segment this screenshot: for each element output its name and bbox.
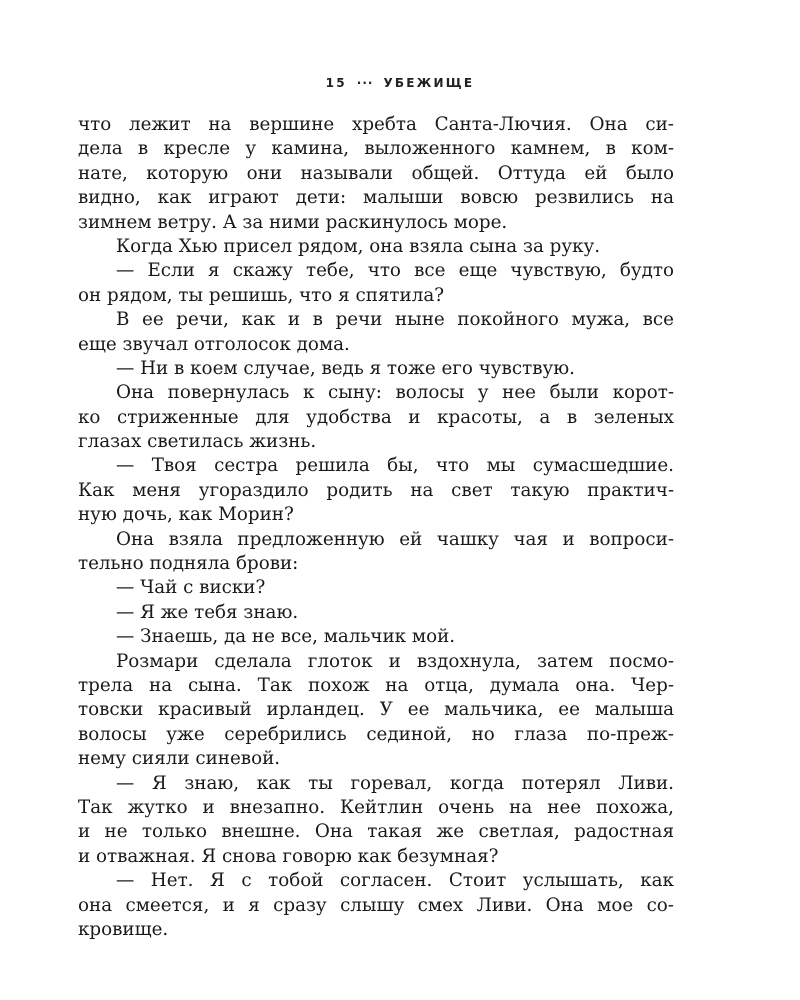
- text-line: что лежит на вершине хребта Санта-Лючия. Она си-: [78, 114, 674, 135]
- text-line: — Я же тебя знаю.: [116, 601, 299, 623]
- text-line: нему сияли синевой.: [78, 748, 281, 770]
- running-header: [0, 76, 800, 90]
- text-line: нате, которую они называли общей. Оттуда ей было: [78, 162, 674, 184]
- text-line: — Ни в коем случае, ведь я тоже его чувствую.: [116, 357, 575, 379]
- body-text: [78, 113, 674, 942]
- chapter-title: УБЕЖИЩЕ: [383, 76, 475, 90]
- text-line: Так жутко и внезапно. Кейтлин очень на нее похожа,: [78, 796, 674, 818]
- text-line: ную дочь, как Морин?: [78, 504, 294, 526]
- text-line: трела на сына. Так похож на отца, думала она. Чер-: [78, 674, 674, 696]
- page-number: 15: [325, 76, 347, 90]
- text-line: Она взяла предложенную ей чашку чая и вопроси-: [116, 528, 674, 550]
- text-line: — Знаешь, да не все, мальчик мой.: [116, 626, 456, 648]
- text-line: еще звучал отголосок дома.: [78, 333, 350, 355]
- text-line: глазах светилась жизнь.: [78, 431, 317, 453]
- text-line: зимнем ветру. А за ними раскинулось море.: [78, 211, 508, 233]
- text-line: ко стриженные для удобства и красоты, а в зеленых: [78, 406, 674, 428]
- text-line: — Нет. Я с тобой согласен. Стоит услышать, как: [116, 870, 674, 892]
- text-line: видно, как играют дети: малыши вовсю резвились на: [78, 187, 674, 209]
- text-line: Как меня угораздило родить на свет такую практич-: [78, 479, 674, 501]
- text-line: Она повернулась к сыну: волосы у нее были корот-: [116, 382, 674, 404]
- text-line: и не только внешне. Она такая же светлая, радостная: [78, 821, 674, 843]
- text-line: и отважная. Я снова говорю как безумная?: [78, 845, 499, 867]
- text-line: — Если я скажу тебе, что все еще чувствую, будто: [116, 260, 674, 282]
- text-line: волосы уже серебрились сединой, но глаза по-преж-: [78, 723, 674, 745]
- text-line: В ее речи, как и в речи ныне покойного мужа, все: [116, 309, 674, 331]
- header-separator: ···: [356, 76, 374, 90]
- text-line: дела в кресле у камина, выложенного камнем, в ком-: [78, 138, 674, 160]
- text-line: она смеется, и я сразу слышу смех Ливи. Она мое со-: [78, 894, 674, 916]
- text-line: Розмари сделала глоток и вздохнула, затем посмо-: [116, 650, 674, 672]
- text-line: тельно подняла брови:: [78, 553, 299, 575]
- text-line: — Чай с виски?: [116, 577, 266, 599]
- text-line: товски красивый ирландец. У ее мальчика, ее малыша: [78, 699, 674, 721]
- text-line: он рядом, ты решишь, что я спятила?: [78, 284, 445, 306]
- text-line: — Я знаю, как ты горевал, когда потерял Ливи.: [116, 772, 674, 794]
- text-line: — Твоя сестра решила бы, что мы сумасшедшие.: [116, 455, 674, 477]
- text-line: кровище.: [78, 918, 169, 940]
- text-line: Когда Хью присел рядом, она взяла сына за руку.: [116, 235, 601, 257]
